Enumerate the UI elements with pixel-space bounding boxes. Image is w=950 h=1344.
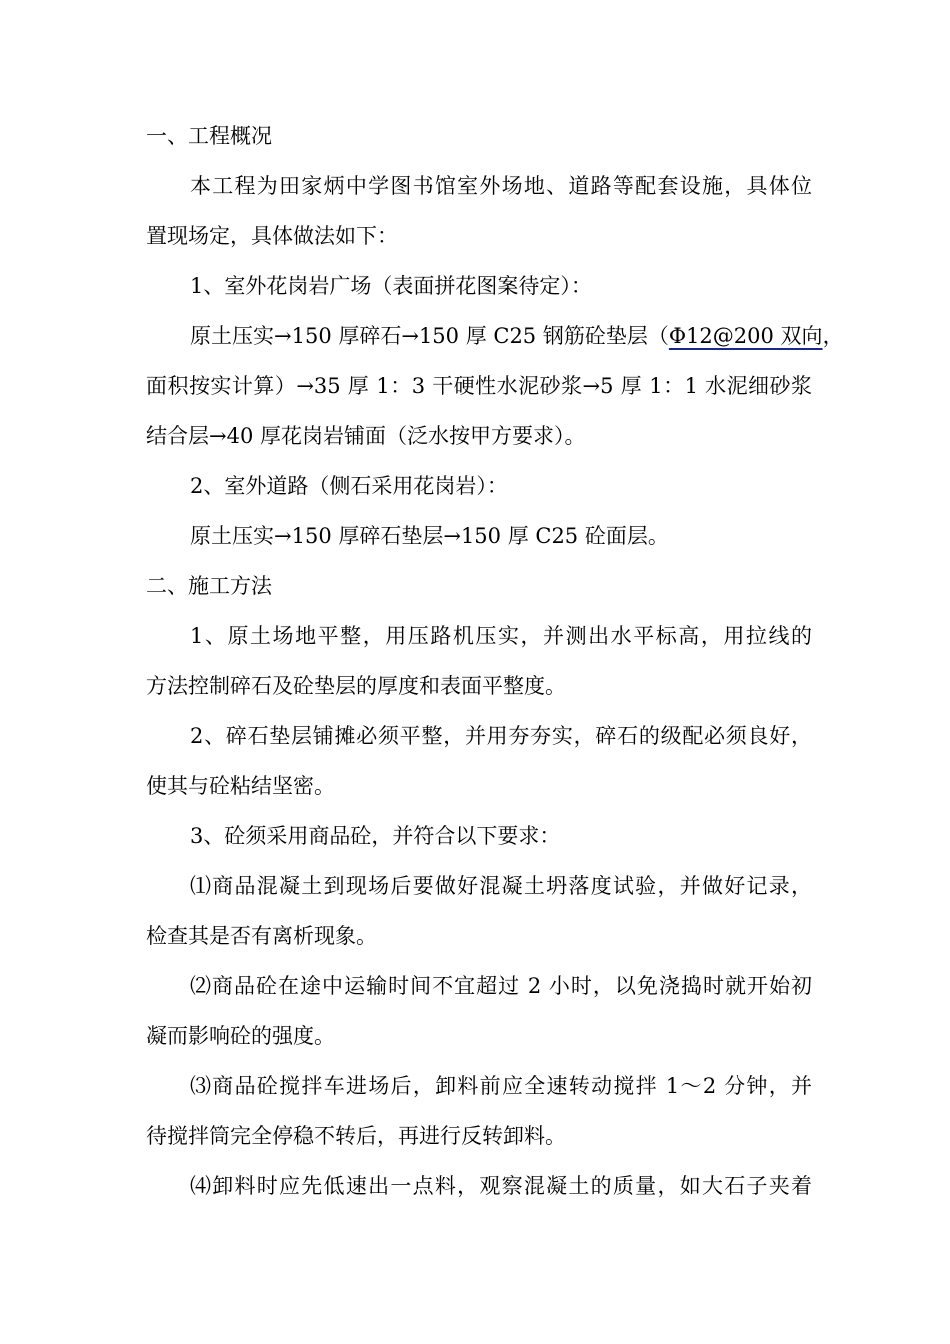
paragraph-line: 2、碎石垫层铺摊必须平整，并用夯夯实，碎石的级配必须良好， <box>190 724 812 748</box>
paragraph-line: 原土压实→150 厚碎石垫层→150 厚 C25 砼面层。 <box>190 524 669 548</box>
rebar-spec-link[interactable]: Φ12@200 双向 <box>668 324 823 348</box>
list-item: ⑷卸料时应先低速出一点料，观察混凝土的质量，如大石子夹着 <box>190 1174 812 1198</box>
line-text: 原土压实→150 厚碎石→150 厚 C25 钢筋砼垫层（ <box>190 324 669 348</box>
line-text: ， <box>822 324 844 348</box>
section-1-heading: 一、工程概况 <box>146 124 272 148</box>
paragraph-line: 面积按实计算）→35 厚 1：3 干硬性水泥砂浆→5 厚 1：1 水泥细砂浆 <box>146 374 812 398</box>
paragraph-line: 3、砼须采用商品砼，并符合以下要求： <box>190 824 561 848</box>
paragraph-line <box>190 322 844 350</box>
paragraph-line: 置现场定，具体做法如下： <box>146 224 398 248</box>
list-item: ⑶商品砼搅拌车进场后，卸料前应全速转动搅拌 1～2 分钟，并 <box>190 1074 812 1098</box>
paragraph-line: 本工程为田家炳中学图书馆室外场地、道路等配套设施，具体位 <box>190 174 812 198</box>
paragraph-line: 1、原土场地平整，用压路机压实，并测出水平标高，用拉线的 <box>190 624 812 648</box>
paragraph-line: 凝而影响砼的强度。 <box>146 1024 335 1048</box>
item-1-heading: 1、室外花岗岩广场（表面拼花图案待定）： <box>190 274 592 298</box>
paragraph-line: 检查其是否有离析现象。 <box>146 924 377 948</box>
paragraph-line: 结合层→40 厚花岗岩铺面（泛水按甲方要求）。 <box>146 424 586 448</box>
item-2-heading: 2、室外道路（侧石采用花岗岩）： <box>190 474 508 498</box>
section-2-heading: 二、施工方法 <box>146 574 272 598</box>
paragraph-line: 方法控制碎石及砼垫层的厚度和表面平整度。 <box>146 674 566 698</box>
paragraph-line: 待搅拌筒完全停稳不转后，再进行反转卸料。 <box>146 1124 566 1148</box>
list-item: ⑵商品砼在途中运输时间不宜超过 2 小时，以免浇捣时就开始初 <box>190 974 812 998</box>
paragraph-line: 使其与砼粘结坚密。 <box>146 774 335 798</box>
list-item: ⑴商品混凝土到现场后要做好混凝土坍落度试验，并做好记录， <box>190 874 812 898</box>
